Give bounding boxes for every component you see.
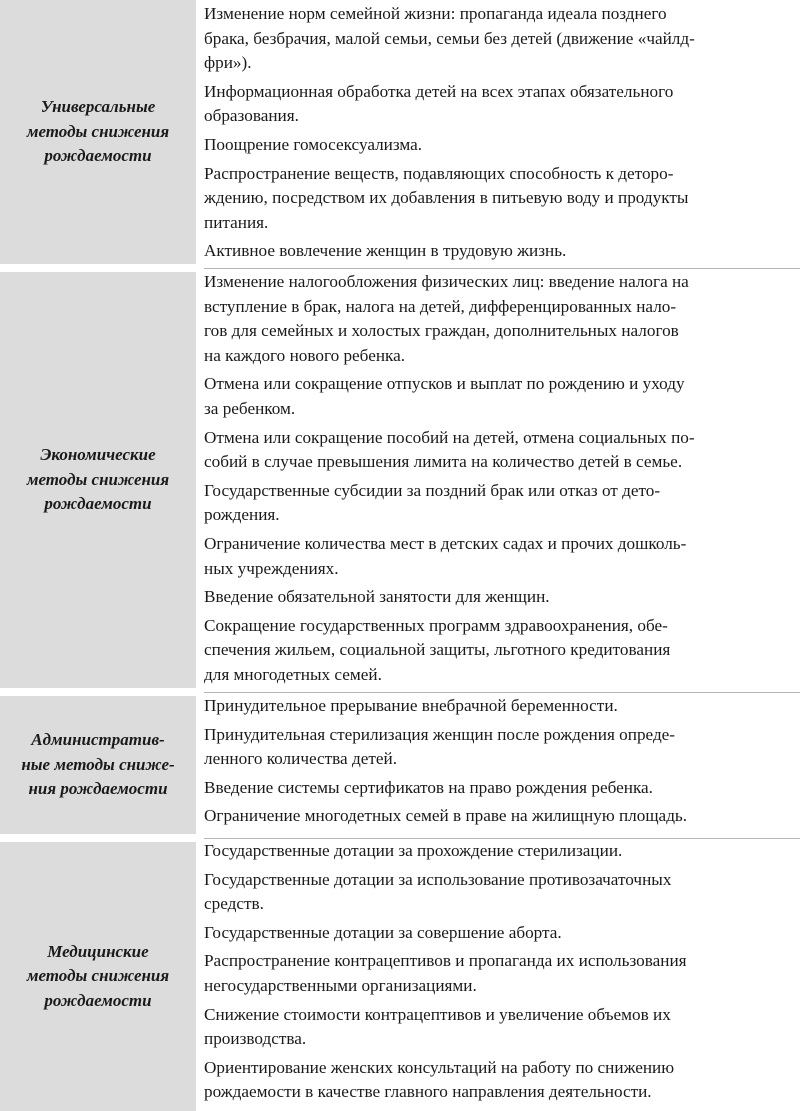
list-item: Государственные субсидии за поздний брак или отказ от дето- рождения. — [204, 480, 661, 525]
list-item: Изменение норм семейной жизни: пропаганда идеала позднего брака, безбрачия, малой семьи, семьи без детей (движение «чайлд- фри»). — [204, 4, 695, 73]
list-item: Государственные дотации за совершение аборта. — [204, 922, 562, 942]
category-label: Административ- ные методы сниже- ния рождаемости — [21, 730, 175, 799]
category-cell — [0, 272, 196, 688]
list-item: Государственные дотации за прохождение стерилизации. — [204, 841, 623, 860]
items-list — [204, 694, 786, 833]
list-item: Активное вовлечение женщин в трудовую жизнь. — [204, 241, 567, 261]
section-economic — [0, 272, 800, 688]
list-item: Снижение стоимости контрацептивов и увеличение объемов их производства. — [204, 1004, 671, 1049]
list-item: Ограничение многодетных семей в праве на жилищную площадь. — [204, 806, 688, 826]
category-label: Экономические методы снижения рождаемости — [26, 445, 170, 514]
category-cell — [0, 842, 196, 1111]
items-list — [204, 2, 786, 268]
list-item: Поощрение гомосексуализма. — [204, 134, 423, 154]
category-cell — [0, 0, 196, 264]
list-item: Ограничение количества мест в детских садах и прочих дошколь- ных учреждениях. — [204, 533, 687, 578]
list-item: Принудительное прерывание внебрачной беременности. — [204, 696, 618, 715]
items-list — [204, 839, 786, 1109]
list-item: Введение системы сертификатов на право рождения ребенка. — [204, 777, 653, 797]
list-item: Государственные дотации за использование противозачаточных средств. — [204, 869, 672, 914]
list-item: Распространение контрацептивов и пропаганда их использования негосударственными организациями. — [204, 951, 687, 995]
items-list — [204, 270, 786, 692]
divider-line — [204, 268, 800, 269]
category-cell — [0, 696, 196, 834]
category-label: Универсальные методы снижения рождаемости — [26, 97, 170, 166]
list-item: Принудительная стерилизация женщин после рождения опреде- ленного количества детей. — [204, 724, 676, 769]
list-item: Отмена или сокращение пособий на детей, отмена социальных по- собий в случае превышения лимита на количество детей в семье. — [204, 427, 695, 472]
list-item: Отмена или сокращение отпусков и выплат по рождению и уходу за ребенком. — [204, 374, 685, 418]
list-item: Сокращение государственных программ здравоохранения, обе- спечения жильем, социальной защиты, льготного кредитования для многодетных семей. — [204, 615, 671, 684]
section-administrative — [0, 696, 800, 834]
category-label: Медицинские методы снижения рождаемости — [26, 941, 170, 1010]
section-medical — [0, 842, 800, 1111]
list-item: Ориентирование женских консультаций на работу по снижению рождаемости в качестве главного направления деятельности. — [204, 1057, 675, 1102]
list-item: Информационная обработка детей на всех этапах обязательного образования. — [204, 81, 674, 126]
divider-line — [204, 692, 800, 693]
list-item: Введение обязательной занятости для женщин. — [204, 587, 550, 607]
list-item: Изменение налогообложения физических лиц: введение налога на вступление в брак, налога на детей, дифференцированных нало- гов для семейных и холостых граждан, дополнительных налогов на каждого нового ребенка. — [204, 272, 689, 365]
section-universal — [0, 0, 800, 264]
list-item: Распространение веществ, подавляющих способность к деторо- ждению, посредством их добавления в питьевую воду и продукты питания. — [204, 163, 689, 232]
